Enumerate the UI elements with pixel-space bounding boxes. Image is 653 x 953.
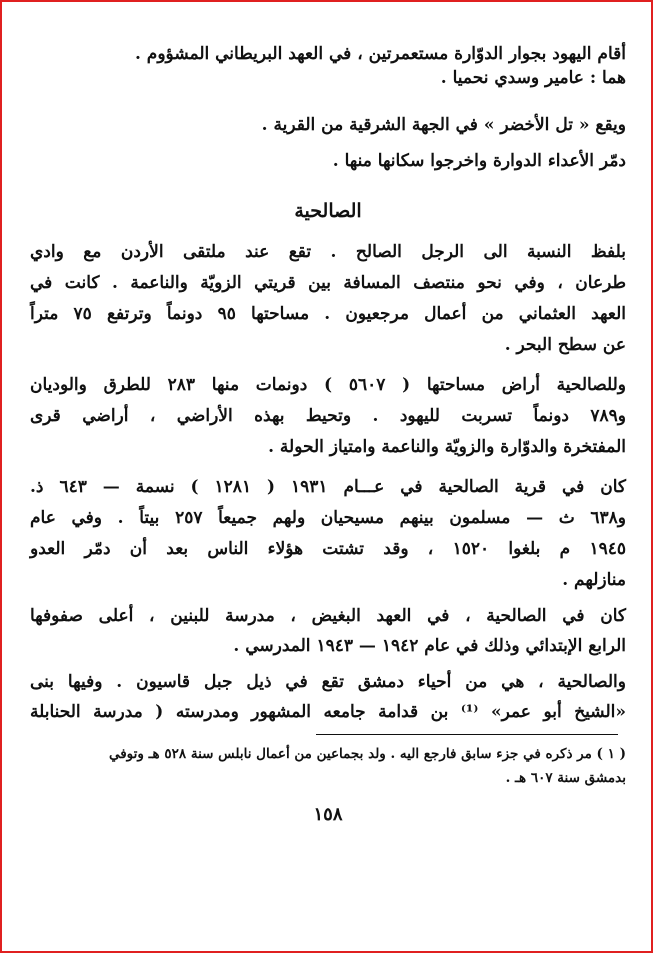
- section-heading: الصالحية: [294, 200, 362, 222]
- text-line: طرعان ، وفي نحو منتصف المسافة بين قريتي الزويّة والناعمة . كانت في: [30, 273, 626, 293]
- footnote-line: ( ١ ) مر ذكره في جزء سابق فارجع اليه . ولد بجماعين من أعمال نابلس سنة ٥٢٨ هـ وتوفي: [108, 746, 626, 762]
- text-line: العهد العثماني من أعمال مرجعيون . مساحتها ٩٥ دونماً وترتفع ٧٥ متراً: [30, 304, 626, 324]
- text-line: أقام اليهود بجوار الدوّارة مستعمرتين ، في العهد البريطاني المشؤوم .: [134, 44, 626, 64]
- text-line: والصالحية ، هي من أحياء دمشق تقع في ذيل جبل قاسيون . وفيها بنى: [30, 672, 626, 692]
- text-line: منازلهم .: [562, 570, 626, 590]
- text-line: ويقع « تل الأخضر » في الجهة الشرقية من القرية .: [261, 115, 626, 135]
- text-line: كان في قرية الصالحية في عـــام ١٩٣١ ( ١٢٨١ ) نسمة — ٦٤٣ ذ.: [30, 477, 626, 497]
- text-line: و٦٣٨ ث — مسلمون بينهم مسيحيان ولهم جميعاً ٢٥٧ بيتاً . وفي عام: [30, 508, 627, 528]
- text-line: كان في الصالحية ، في العهد البغيض ، مدرسة للبنين ، أعلى صفوفها: [30, 606, 626, 626]
- text-line: عن سطح البحر .: [504, 335, 626, 355]
- page-number: ١٥٨: [313, 804, 343, 825]
- text-line: بلفظ النسبة الى الرجل الصالح . تقع عند ملتقى الأردن مع وادي: [30, 242, 626, 262]
- text-line: و٧٨٩ دونماً تسربت لليهود . وتحيط بهذه الأراضي ، أراضي قرى: [30, 406, 626, 426]
- footnote-line: بدمشق سنة ٦٠٧ هـ .: [505, 770, 626, 786]
- text-line: ١٩٤٥ م بلغوا ١٥٢٠ ، وقد تشتت هؤلاء الناس بعد أن دمّر العدو: [30, 539, 626, 559]
- footnote-divider: [316, 734, 618, 735]
- text-line: هما : عامير وسدي نحميا .: [440, 68, 626, 88]
- text-line: الرابع الإبتدائي وذلك في عام ١٩٤٢ — ١٩٤٣ المدرسي .: [233, 636, 626, 656]
- text-line: «الشيخ أبو عمر» ⁽¹⁾ بن قدامة جامعه المشهور ومدرسته ( مدرسة الحنابلة: [30, 702, 626, 722]
- text-line: المفتخرة والدوّارة والزويّة والناعمة وامتياز الحولة .: [268, 437, 626, 457]
- text-line: وللصالحية أراض مساحتها ( ٥٦٠٧ ) دونمات منها ٢٨٣ للطرق والوديان: [30, 375, 626, 395]
- text-line: دمّر الأعداء الدوارة واخرجوا سكانها منها .: [332, 151, 626, 171]
